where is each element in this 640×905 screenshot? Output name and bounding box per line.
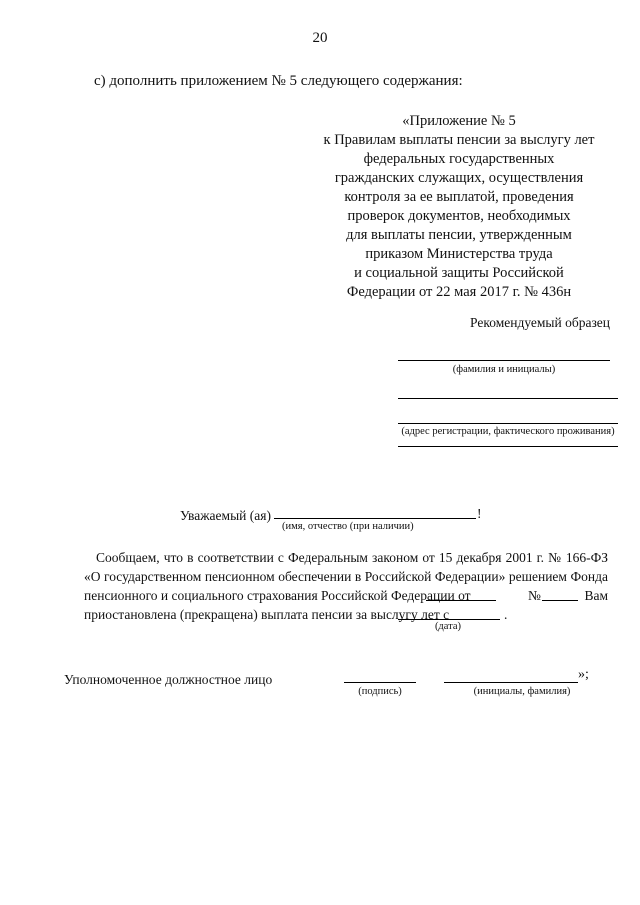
paragraph-line-4 xyxy=(84,605,608,624)
address-field-line-3[interactable] xyxy=(398,446,618,447)
paragraph-line-3 xyxy=(84,586,608,605)
suspension-date-line[interactable] xyxy=(398,619,500,620)
signature-line[interactable] xyxy=(344,682,416,683)
greeting-exclamation: ! xyxy=(477,506,482,521)
paragraph-line-1: Сообщаем, что в соответствии с Федеральным законом от 15 декабря 2001 г. № 166-ФЗ xyxy=(96,550,608,565)
appendix-line: к Правилам выплаты пенсии за выслугу лет xyxy=(323,132,595,148)
official-label: Уполномоченное должностное лицо xyxy=(64,672,273,687)
closing-quote: »; xyxy=(578,667,589,682)
decision-date-line[interactable] xyxy=(426,600,496,601)
appendix-header xyxy=(300,112,618,302)
appendix-line: приказом Министерства труда xyxy=(365,246,553,262)
appendix-line: проверок документов, необходимых xyxy=(347,208,571,224)
signature-caption: (подпись) xyxy=(358,686,402,697)
appendix-line: федеральных государственных xyxy=(363,151,555,167)
decision-number-line[interactable] xyxy=(542,600,578,601)
paragraph-line-4-text: приостановлена (прекращена) выплата пенсии за выслугу лет с xyxy=(84,607,450,622)
appendix-line: гражданских служащих, осуществления xyxy=(334,170,584,186)
paragraph-period: . xyxy=(504,607,508,622)
name-field-line[interactable] xyxy=(398,360,610,361)
address-caption: (адрес регистрации, фактического проживания) xyxy=(401,426,615,437)
name-caption: (фамилия и инициалы) xyxy=(452,364,556,375)
address-field-line-2[interactable] xyxy=(398,423,618,424)
paragraph-line-2: «О государственном пенсионном обеспечении в Российской Федерации» решением Фонда xyxy=(84,569,608,584)
appendix-line: Федерации от 22 мая 2017 г. № 436н xyxy=(346,284,572,300)
initials-line[interactable] xyxy=(444,682,578,683)
greeting-name-line[interactable] xyxy=(274,518,476,519)
appendix-line: контроля за ее выплатой, проведения xyxy=(344,189,574,205)
address-field-line-1[interactable] xyxy=(398,398,618,399)
patronymic-caption: (имя, отчество (при наличии) xyxy=(282,521,414,532)
number-sign: № xyxy=(528,588,541,603)
recommended-sample-label: Рекомендуемый образец xyxy=(470,315,611,330)
appendix-line: «Приложение № 5 xyxy=(402,113,516,129)
appendix-line: и социальной защиты Российской xyxy=(354,265,564,281)
appendix-line: для выплаты пенсии, утвержденным xyxy=(346,227,572,243)
paragraph-line-3-start: пенсионного и социального страхования Российской Федерации от xyxy=(84,588,471,603)
intro-text: с) дополнить приложением № 5 следующего содержания: xyxy=(94,73,463,89)
initials-caption: (инициалы, фамилия) xyxy=(473,686,571,697)
paragraph-line-3-end: Вам xyxy=(584,588,608,603)
greeting-label: Уважаемый (ая) xyxy=(180,508,271,523)
page-number: 20 xyxy=(312,30,328,46)
notice-paragraph xyxy=(84,548,608,624)
date-caption: (дата) xyxy=(434,621,462,632)
